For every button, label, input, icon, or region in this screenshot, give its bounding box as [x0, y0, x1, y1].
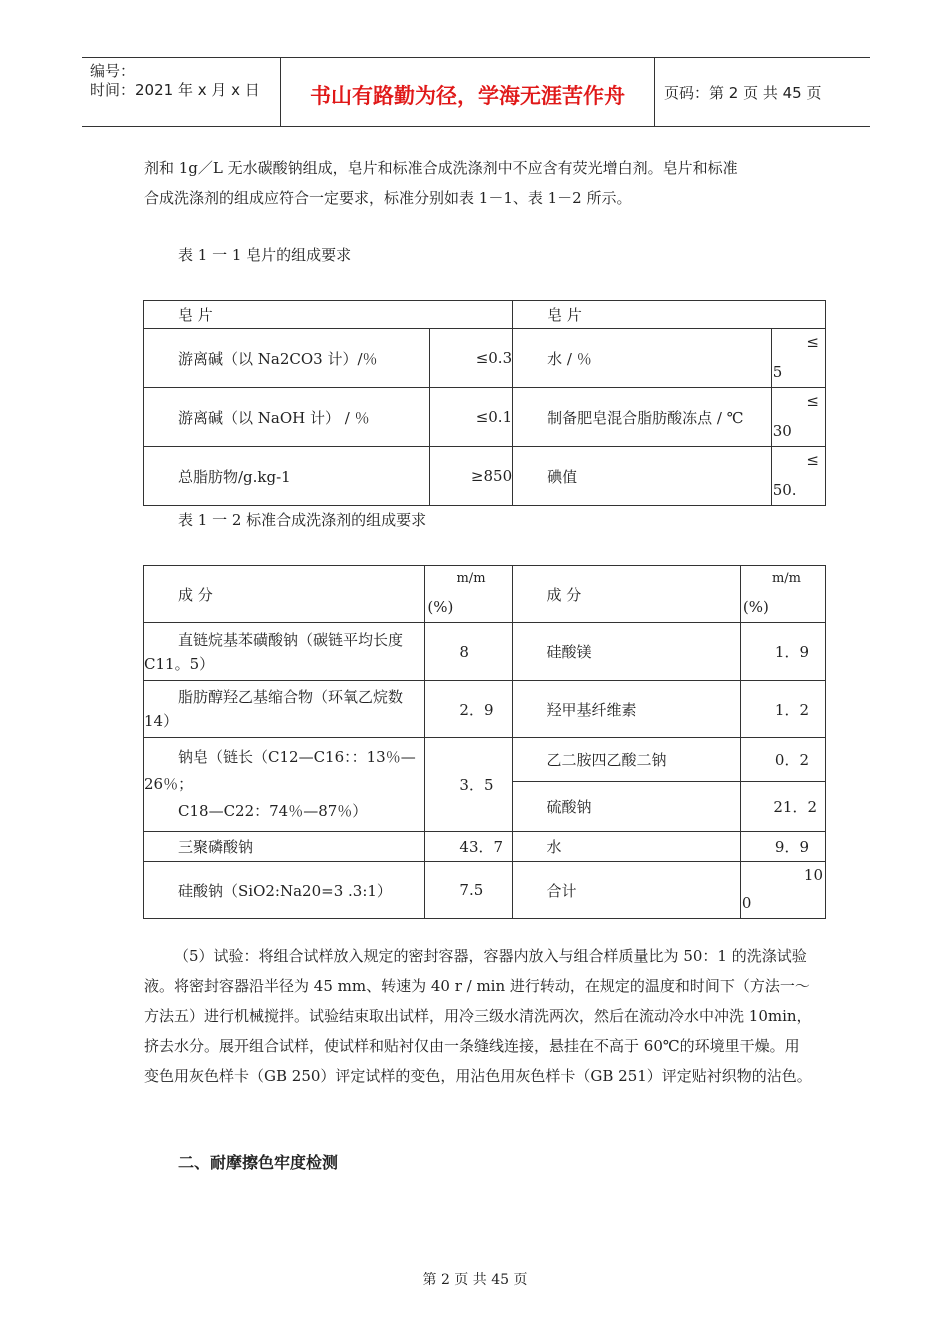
- table2-caption: 表 1 一 2 标准合成洗涤剂的组成要求: [178, 511, 427, 529]
- cell-value-part: 5: [772, 363, 783, 381]
- table-row: [144, 832, 826, 862]
- table-cell: 3．5: [425, 738, 512, 832]
- intro-line: 合成洗涤剂的组成应符合一定要求，标准分别如表 1－1、表 1－2 所示。: [144, 189, 632, 207]
- table-header-cell: [425, 566, 512, 623]
- table-cell: ≤0.3: [430, 329, 513, 388]
- table-header-cell: [740, 566, 825, 623]
- table-cell: [771, 388, 825, 447]
- pct-label: (%): [427, 598, 454, 616]
- table-cell: [144, 681, 425, 738]
- table-cell: 1．9: [740, 623, 825, 681]
- mm-label: m/m: [771, 571, 801, 586]
- table-cell: 2．9: [425, 681, 512, 738]
- table-header-cell: 皂 片: [513, 301, 826, 329]
- table-header-cell: 皂 片: [144, 301, 513, 329]
- header-page-label: 页码：第 2 页 共 45 页: [664, 84, 822, 102]
- cell-value-part: 30: [772, 422, 792, 440]
- table-cell: 游离碱（以 Na2CO3 计）/％: [144, 329, 430, 388]
- cell-value-part: 50.: [772, 481, 797, 499]
- table-row: [144, 388, 826, 447]
- header-divider: [654, 58, 655, 126]
- table-row: [144, 447, 826, 506]
- table-header-row: [144, 566, 826, 623]
- number-label: 编号：: [90, 62, 136, 80]
- intro-paragraph: [144, 153, 814, 213]
- table-cell: 21．2: [740, 782, 825, 832]
- header-motto: 书山有路勤为径，学海无涯苦作舟: [310, 84, 625, 108]
- table2: [143, 565, 826, 919]
- table-cell: 乙二胺四乙酸二钠: [512, 738, 740, 782]
- table-header-cell: 成 分: [512, 566, 740, 623]
- table-cell: ≥850: [430, 447, 513, 506]
- table-cell: 硅酸镁: [512, 623, 740, 681]
- table-row: [144, 329, 826, 388]
- test-paragraph: （5）试验：将组合试样放入规定的密封容器，容器内放入与组合样质量比为 50：1 的洗涤试验液。将密封容器沿半径为 45 mm、转速为 40 r / min 进行转动，在规定的温度和时间下（方法一～方法五）进行机械搅拌。试验结束取出试样，用冷三级水清洗两次，然后在流动冷水中冲洗 10min，挤去水分。展开组合试样，使试样和贴衬仅由一条缝线连接，悬挂在不高于 60℃的环境里干燥。用变色用灰色样卡（GB 250）评定试样的变色，用沾色用灰色样卡（GB 251）评定贴衬织物的沾色。: [144, 947, 812, 1085]
- page-footer: 第 2 页 共 45 页: [422, 1272, 528, 1288]
- header-meta: [90, 62, 260, 100]
- table-row: [144, 623, 826, 681]
- cell-text: 脂肪醇羟乙基缩合物（环氧乙烷数 14）: [144, 688, 404, 730]
- table-cell: [771, 447, 825, 506]
- page-header: [82, 57, 870, 127]
- time-label: 时间：2021 年 x 月 x 日: [90, 81, 260, 99]
- table-cell: 43．7: [425, 832, 512, 862]
- table-cell: 三聚磷酸钠: [144, 832, 425, 862]
- mm-label: m/m: [456, 571, 486, 586]
- table-cell: [144, 623, 425, 681]
- table-cell: 8: [425, 623, 512, 681]
- table-row: [144, 681, 826, 738]
- table-cell: 硫酸钠: [512, 782, 740, 832]
- table-cell: 合计: [512, 862, 740, 919]
- table-cell: 0．2: [740, 738, 825, 782]
- cell-text: C18—C22：74％—87％）: [178, 802, 368, 820]
- table-cell: 游离碱（以 NaOH 计） / ％: [144, 388, 430, 447]
- section-title: 二、耐摩擦色牢度检测: [178, 1153, 339, 1172]
- table-header-row: [144, 301, 826, 329]
- table-cell: ≤0.1: [430, 388, 513, 447]
- table-cell: 7.5: [425, 862, 512, 919]
- cell-text: 直链烷基苯磺酸钠（碳链平均长度 C11。5）: [144, 630, 404, 673]
- table-cell: 水: [512, 832, 740, 862]
- table-header-cell: 成 分: [144, 566, 425, 623]
- cell-value-part: ≤: [806, 392, 819, 410]
- table-cell: 硅酸钠（SiO2:Na20=3 .3:1）: [144, 862, 425, 919]
- table1-caption: 表 1 一 1 皂片的组成要求: [178, 246, 352, 264]
- table-cell: 总脂肪物/g.kg-1: [144, 447, 430, 506]
- table-cell: 碘值: [513, 447, 772, 506]
- table-cell: 9．9: [740, 832, 825, 862]
- table1: [143, 300, 826, 506]
- intro-line: 剂和 1g／L 无水碳酸钠组成，皂片和标准合成洗涤剂中不应含有荧光增白剂。皂片和标准: [144, 159, 738, 177]
- table-row: [144, 862, 826, 919]
- pct-label: (%): [742, 598, 769, 616]
- table-row: [144, 738, 826, 782]
- table-cell: 水 / ％: [513, 329, 772, 388]
- cell-value-part: ≤: [806, 451, 819, 469]
- table-cell: 羟甲基纤维素: [512, 681, 740, 738]
- cell-value-part: ≤: [806, 333, 819, 351]
- table-cell: [771, 329, 825, 388]
- cell-value-part: 0: [741, 894, 752, 912]
- table-cell: 制备肥皂混合脂肪酸冻点 / ℃: [513, 388, 772, 447]
- table-cell: 1．2: [740, 681, 825, 738]
- cell-text: 钠皂（链长（C12—C16：：13％—26％；: [144, 748, 416, 793]
- cell-value-part: 10: [803, 866, 823, 884]
- table-cell: [144, 738, 425, 832]
- table-cell: [740, 862, 825, 919]
